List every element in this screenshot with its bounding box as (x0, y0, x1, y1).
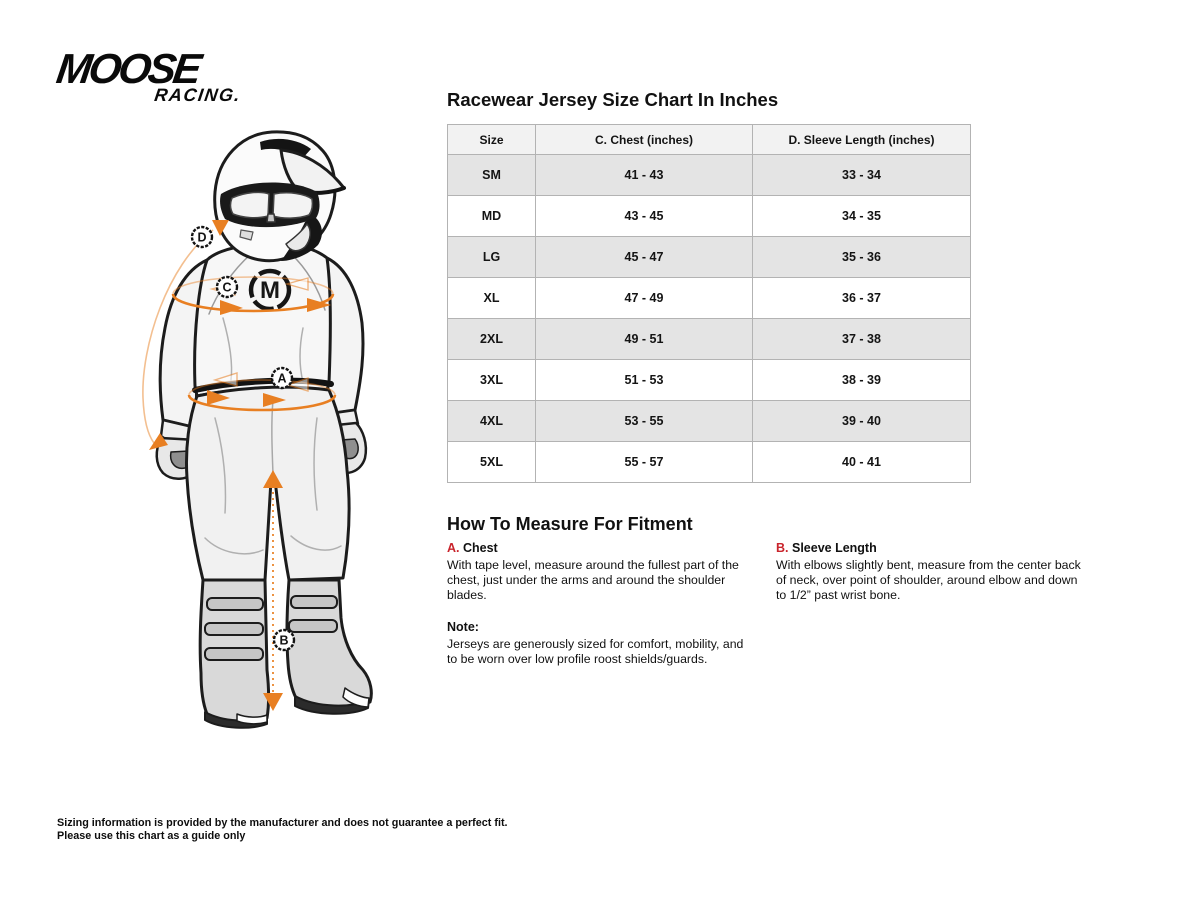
measure-text-chest: With tape level, measure around the fullest part of the chest, just under the arms and around the shoulder blades. (447, 558, 739, 602)
badge-b (274, 630, 294, 650)
measure-label-sleeve: Sleeve Length (791, 541, 877, 555)
table-row (448, 319, 971, 360)
cell-sleeve: 36 - 37 (753, 278, 971, 319)
measure-item-chest (447, 541, 763, 602)
cell-size: XL (448, 278, 536, 319)
cell-size: 3XL (448, 360, 536, 401)
cell-sleeve: 35 - 36 (753, 237, 971, 278)
cell-chest: 47 - 49 (536, 278, 753, 319)
cell-chest: 51 - 53 (536, 360, 753, 401)
table-row (448, 237, 971, 278)
table-row (448, 442, 971, 483)
note-label: Note: (447, 620, 479, 634)
table-row (448, 278, 971, 319)
cell-size: 2XL (448, 319, 536, 360)
right-boot-strap (289, 620, 337, 632)
table-header-row (448, 125, 971, 155)
svg-text:A: A (277, 371, 287, 386)
cell-sleeve: 34 - 35 (753, 196, 971, 237)
measure-item-heading (776, 541, 1088, 555)
measure-item-sleeve (776, 541, 1088, 602)
svg-text:B: B (279, 633, 289, 648)
column-header-sleeve: D. Sleeve Length (inches) (753, 125, 971, 155)
measure-letter-a: A. (447, 541, 460, 555)
cell-sleeve: 39 - 40 (753, 401, 971, 442)
badge-a (272, 368, 292, 388)
cell-sleeve: 33 - 34 (753, 155, 971, 196)
column-header-size: Size (448, 125, 536, 155)
rider-measurement-diagram (55, 118, 425, 743)
cell-chest: 45 - 47 (536, 237, 753, 278)
measure-letter-b: B. (776, 541, 789, 555)
cell-chest: 43 - 45 (536, 196, 753, 237)
goggle-nose-guard (267, 214, 275, 222)
cell-sleeve: 37 - 38 (753, 319, 971, 360)
goggle-lens-left (231, 192, 269, 217)
measure-text-sleeve: With elbows slightly bent, measure from the center back of neck, over point of shoulder, around elbow and down to 1/2” past wrist bone. (776, 558, 1081, 602)
table-row (448, 360, 971, 401)
size-table (447, 124, 971, 483)
table-row (448, 401, 971, 442)
table-row (448, 155, 971, 196)
cell-chest: 41 - 43 (536, 155, 753, 196)
size-chart-title: Racewear Jersey Size Chart In Inches (447, 89, 779, 110)
note-text: Jerseys are generously sized for comfort, mobility, and to be worn over low profile roost shields/guards. (447, 637, 744, 666)
cell-chest: 49 - 51 (536, 319, 753, 360)
right-boot-strap (291, 596, 337, 608)
left-boot-strap (205, 623, 263, 635)
jersey (195, 245, 331, 396)
left-boot-strap (207, 598, 263, 610)
cell-chest: 55 - 57 (536, 442, 753, 483)
disclaimer-line-1: Sizing information is provided by the manufacturer and does not guarantee a perfect fit. (57, 817, 508, 829)
cell-size: MD (448, 196, 536, 237)
svg-text:D: D (197, 230, 207, 245)
badge-c (217, 277, 237, 297)
cell-size: 5XL (448, 442, 536, 483)
howto-heading: How To Measure For Fitment (447, 514, 693, 534)
note-block (447, 620, 757, 667)
disclaimer (57, 817, 508, 843)
moose-racing-logo (53, 45, 257, 106)
logo-racing-text: RACING. (153, 85, 243, 105)
rider-illustration (55, 118, 425, 743)
cell-size: SM (448, 155, 536, 196)
svg-text:C: C (222, 280, 232, 295)
goggle-lens-right (273, 193, 312, 218)
cell-sleeve: 38 - 39 (753, 360, 971, 401)
left-boot-strap (205, 648, 263, 660)
cell-sleeve: 40 - 41 (753, 442, 971, 483)
table-row (448, 196, 971, 237)
measure-item-heading (447, 541, 763, 555)
cell-chest: 53 - 55 (536, 401, 753, 442)
cell-size: 4XL (448, 401, 536, 442)
logo-moose-text: MOOSE (53, 45, 202, 92)
column-header-chest: C. Chest (inches) (536, 125, 753, 155)
chest-logo-letter: M (260, 277, 280, 304)
badge-d (192, 227, 212, 247)
disclaimer-line-2: Please use this chart as a guide only (57, 830, 246, 842)
measure-label-chest: Chest (462, 541, 498, 555)
cell-size: LG (448, 237, 536, 278)
